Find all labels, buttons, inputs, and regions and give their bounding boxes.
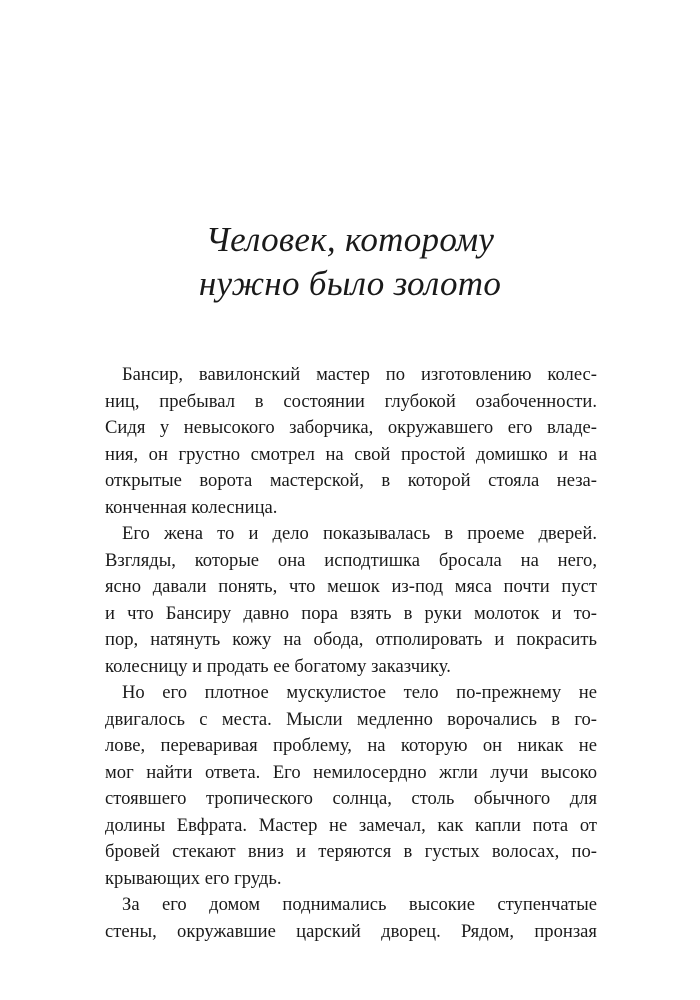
paragraph-4 [105, 892, 597, 945]
text-line: Его жена то и дело показывалась в проеме дверей. [122, 523, 597, 544]
body-text [105, 362, 597, 945]
text-line: Сидя у невысокого заборчика, окружавшего его владе- [105, 417, 597, 438]
text-line: конченная колесница. [105, 496, 278, 518]
text-line: За его домом поднимались высокие ступенчатые [122, 894, 597, 915]
text-line: колесницу и продать ее богатому заказчику. [105, 655, 451, 677]
paragraph-2 [105, 521, 597, 680]
text-line: мог найти ответа. Его немилосердно жгли лучи высоко [105, 761, 597, 783]
text-line: Взгляды, которые она исподтишка бросала на него, [105, 549, 597, 571]
chapter-title [0, 218, 700, 306]
text-line: открытые ворота мастерской, в которой стояла неза- [105, 470, 597, 491]
text-line: и что Бансиру давно пора взять в руки молоток и то- [105, 602, 597, 624]
text-line: крывающих его грудь. [105, 867, 282, 889]
text-line: ясно давали понять, что мешок из-под мяса почти пуст [105, 576, 597, 597]
chapter-title-line-2: нужно было золото [198, 264, 502, 303]
text-line: двигалось с места. Мысли медленно ворочались в го- [105, 708, 597, 730]
paragraph-3 [105, 680, 597, 892]
text-line: лове, переваривая проблему, на которую он никак не [105, 735, 597, 756]
text-line: Но его плотное мускулистое тело по-прежнему не [122, 682, 597, 703]
text-line: Бансир, вавилонский мастер по изготовлению колес- [122, 364, 597, 385]
text-line: ниц, пребывал в состоянии глубокой озабоченности. [105, 390, 597, 412]
text-line: ния, он грустно смотрел на свой простой домишко и на [105, 443, 597, 465]
text-line: стены, окружавшие царский дворец. Рядом, пронзая [105, 920, 597, 942]
text-line: долины Евфрата. Мастер не замечал, как капли пота от [105, 814, 597, 836]
paragraph-1 [105, 362, 597, 521]
text-line: бровей стекают вниз и теряются в густых волосах, по- [105, 841, 597, 862]
text-line: пор, натянуть кожу на обода, отполировать и покрасить [105, 629, 597, 650]
text-line: стоявшего тропического солнца, столь обычного для [105, 788, 597, 809]
chapter-title-line-1: Человек, которому [205, 220, 495, 259]
